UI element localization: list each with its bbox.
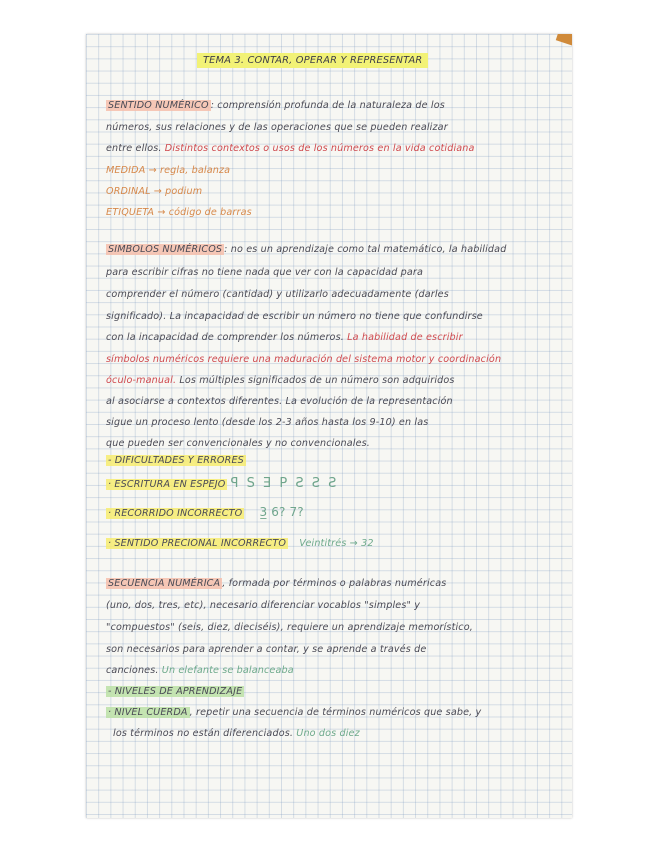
- secuencia-line-3: "compuestos" (seis, diez, dieciséis), requiere un aprendizaje memorístico,: [106, 622, 473, 633]
- simbolos-line-3: comprender el número (cantidad) y utilizarlo adecuadamente (darles: [106, 289, 449, 300]
- sentido-medida: MEDIDA → regla, balanza: [106, 165, 231, 176]
- cuerda-label: · NIVEL CUERDA: [108, 707, 188, 718]
- espejo-label: · ESCRITURA EN ESPEJO: [108, 479, 226, 490]
- niveles-row: [106, 686, 244, 697]
- simbolos-line-8: al asociarse a contextos diferentes. La evolución de la representación: [106, 396, 453, 407]
- dificultades-heading-row: [106, 455, 246, 466]
- sentido-precional-example: Veintitrés → 32: [299, 538, 374, 549]
- cuerda-row-2: [113, 728, 360, 739]
- secuencia-song: Un elefante se balanceaba: [161, 665, 294, 676]
- sentido-line-1: [106, 100, 445, 111]
- secuencia-line-2: (uno, dos, tres, etc), necesario diferenciar vocablos "simples" y: [106, 600, 421, 611]
- niveles-heading: - NIVELES DE APRENDIZAJE: [108, 686, 243, 697]
- secuencia-heading: SECUENCIA NUMÉRICA: [108, 578, 221, 589]
- sentido-ordinal: ORDINAL → podium: [106, 186, 203, 197]
- sentido-line-3-a: entre ellos.: [106, 143, 162, 154]
- simbolos-line-7-a: óculo-manual.: [106, 375, 177, 386]
- cuerda-text: , repetir una secuencia de términos numéricos que sabe, y: [189, 707, 482, 718]
- simbolos-line-5: [106, 332, 463, 343]
- cuerda-example: Uno dos diez: [296, 728, 360, 739]
- simbolos-line-7: [106, 375, 455, 386]
- page-title: TEMA 3. CONTAR, OPERAR Y REPRESENTAR: [197, 53, 428, 68]
- simbolos-line-6: símbolos numéricos requiere una maduración del sistema motor y coordinación: [106, 354, 502, 365]
- sentido-etiqueta: ETIQUETA → código de barras: [106, 207, 252, 218]
- simbolos-line-4: significado). La incapacidad de escribir un número no tiene que confundirse: [106, 311, 483, 322]
- cuerda-l2-a: los términos no están diferenciados.: [113, 728, 294, 739]
- simbolos-line-1: [106, 244, 506, 255]
- simbolos-line-2: para escribir cifras no tiene nada que ver con la capacidad para: [106, 267, 424, 278]
- recorrido-marks: 3̲ 6? 7?: [259, 505, 304, 519]
- recorrido-row: [106, 505, 304, 519]
- secuencia-line-4: son necesarios para aprender a contar, y se aprende a través de: [106, 644, 427, 655]
- secuencia-line-1-text: , formada por términos o palabras numéricas: [222, 578, 447, 589]
- sentido-line-1-text: : comprensión profunda de la naturaleza de los: [210, 100, 445, 111]
- simbolos-line-10: que pueden ser convencionales y no convencionales.: [106, 438, 370, 449]
- recorrido-label: · RECORRIDO INCORRECTO: [108, 508, 243, 519]
- secuencia-line-5-a: canciones.: [106, 665, 159, 676]
- dificultades-heading: - DIFICULTADES Y ERRORES: [108, 455, 244, 466]
- sentido-heading: SENTIDO NUMÉRICO: [108, 100, 209, 111]
- simbolos-line-9: sigue un proceso lento (desde los 2-3 años hasta los 9-10) en las: [106, 417, 429, 428]
- simbolos-line-5-a: con la incapacidad de comprender los números.: [106, 332, 344, 343]
- sentido-precional-label: · SENTIDO PRECIONAL INCORRECTO: [108, 538, 287, 549]
- simbolos-heading: SIMBOLOS NUMÉRICOS: [108, 244, 223, 255]
- sentido-precional-row: [106, 538, 374, 549]
- secuencia-line-5: [106, 665, 294, 676]
- page-corner-tab: [556, 34, 572, 47]
- simbolos-line-1-text: : no es un aprendizaje como tal matemático, la habilidad: [224, 244, 507, 255]
- espejo-row: [106, 476, 338, 491]
- simbolos-line-7-b: Los múltiples significados de un número son adquiridos: [179, 375, 455, 386]
- sentido-contexts: Distintos contextos o usos de los números en la vida cotidiana: [164, 143, 475, 154]
- cuerda-row: [106, 707, 481, 718]
- secuencia-line-1: [106, 578, 446, 589]
- espejo-digits: ꟼ S Ǝ P Ƨ Ƨ Ƨ: [230, 476, 339, 491]
- simbolos-line-5-b: La habilidad de escribir: [347, 332, 463, 343]
- sentido-line-2: números, sus relaciones y de las operaciones que se pueden realizar: [106, 122, 448, 133]
- sentido-line-3: [106, 143, 475, 154]
